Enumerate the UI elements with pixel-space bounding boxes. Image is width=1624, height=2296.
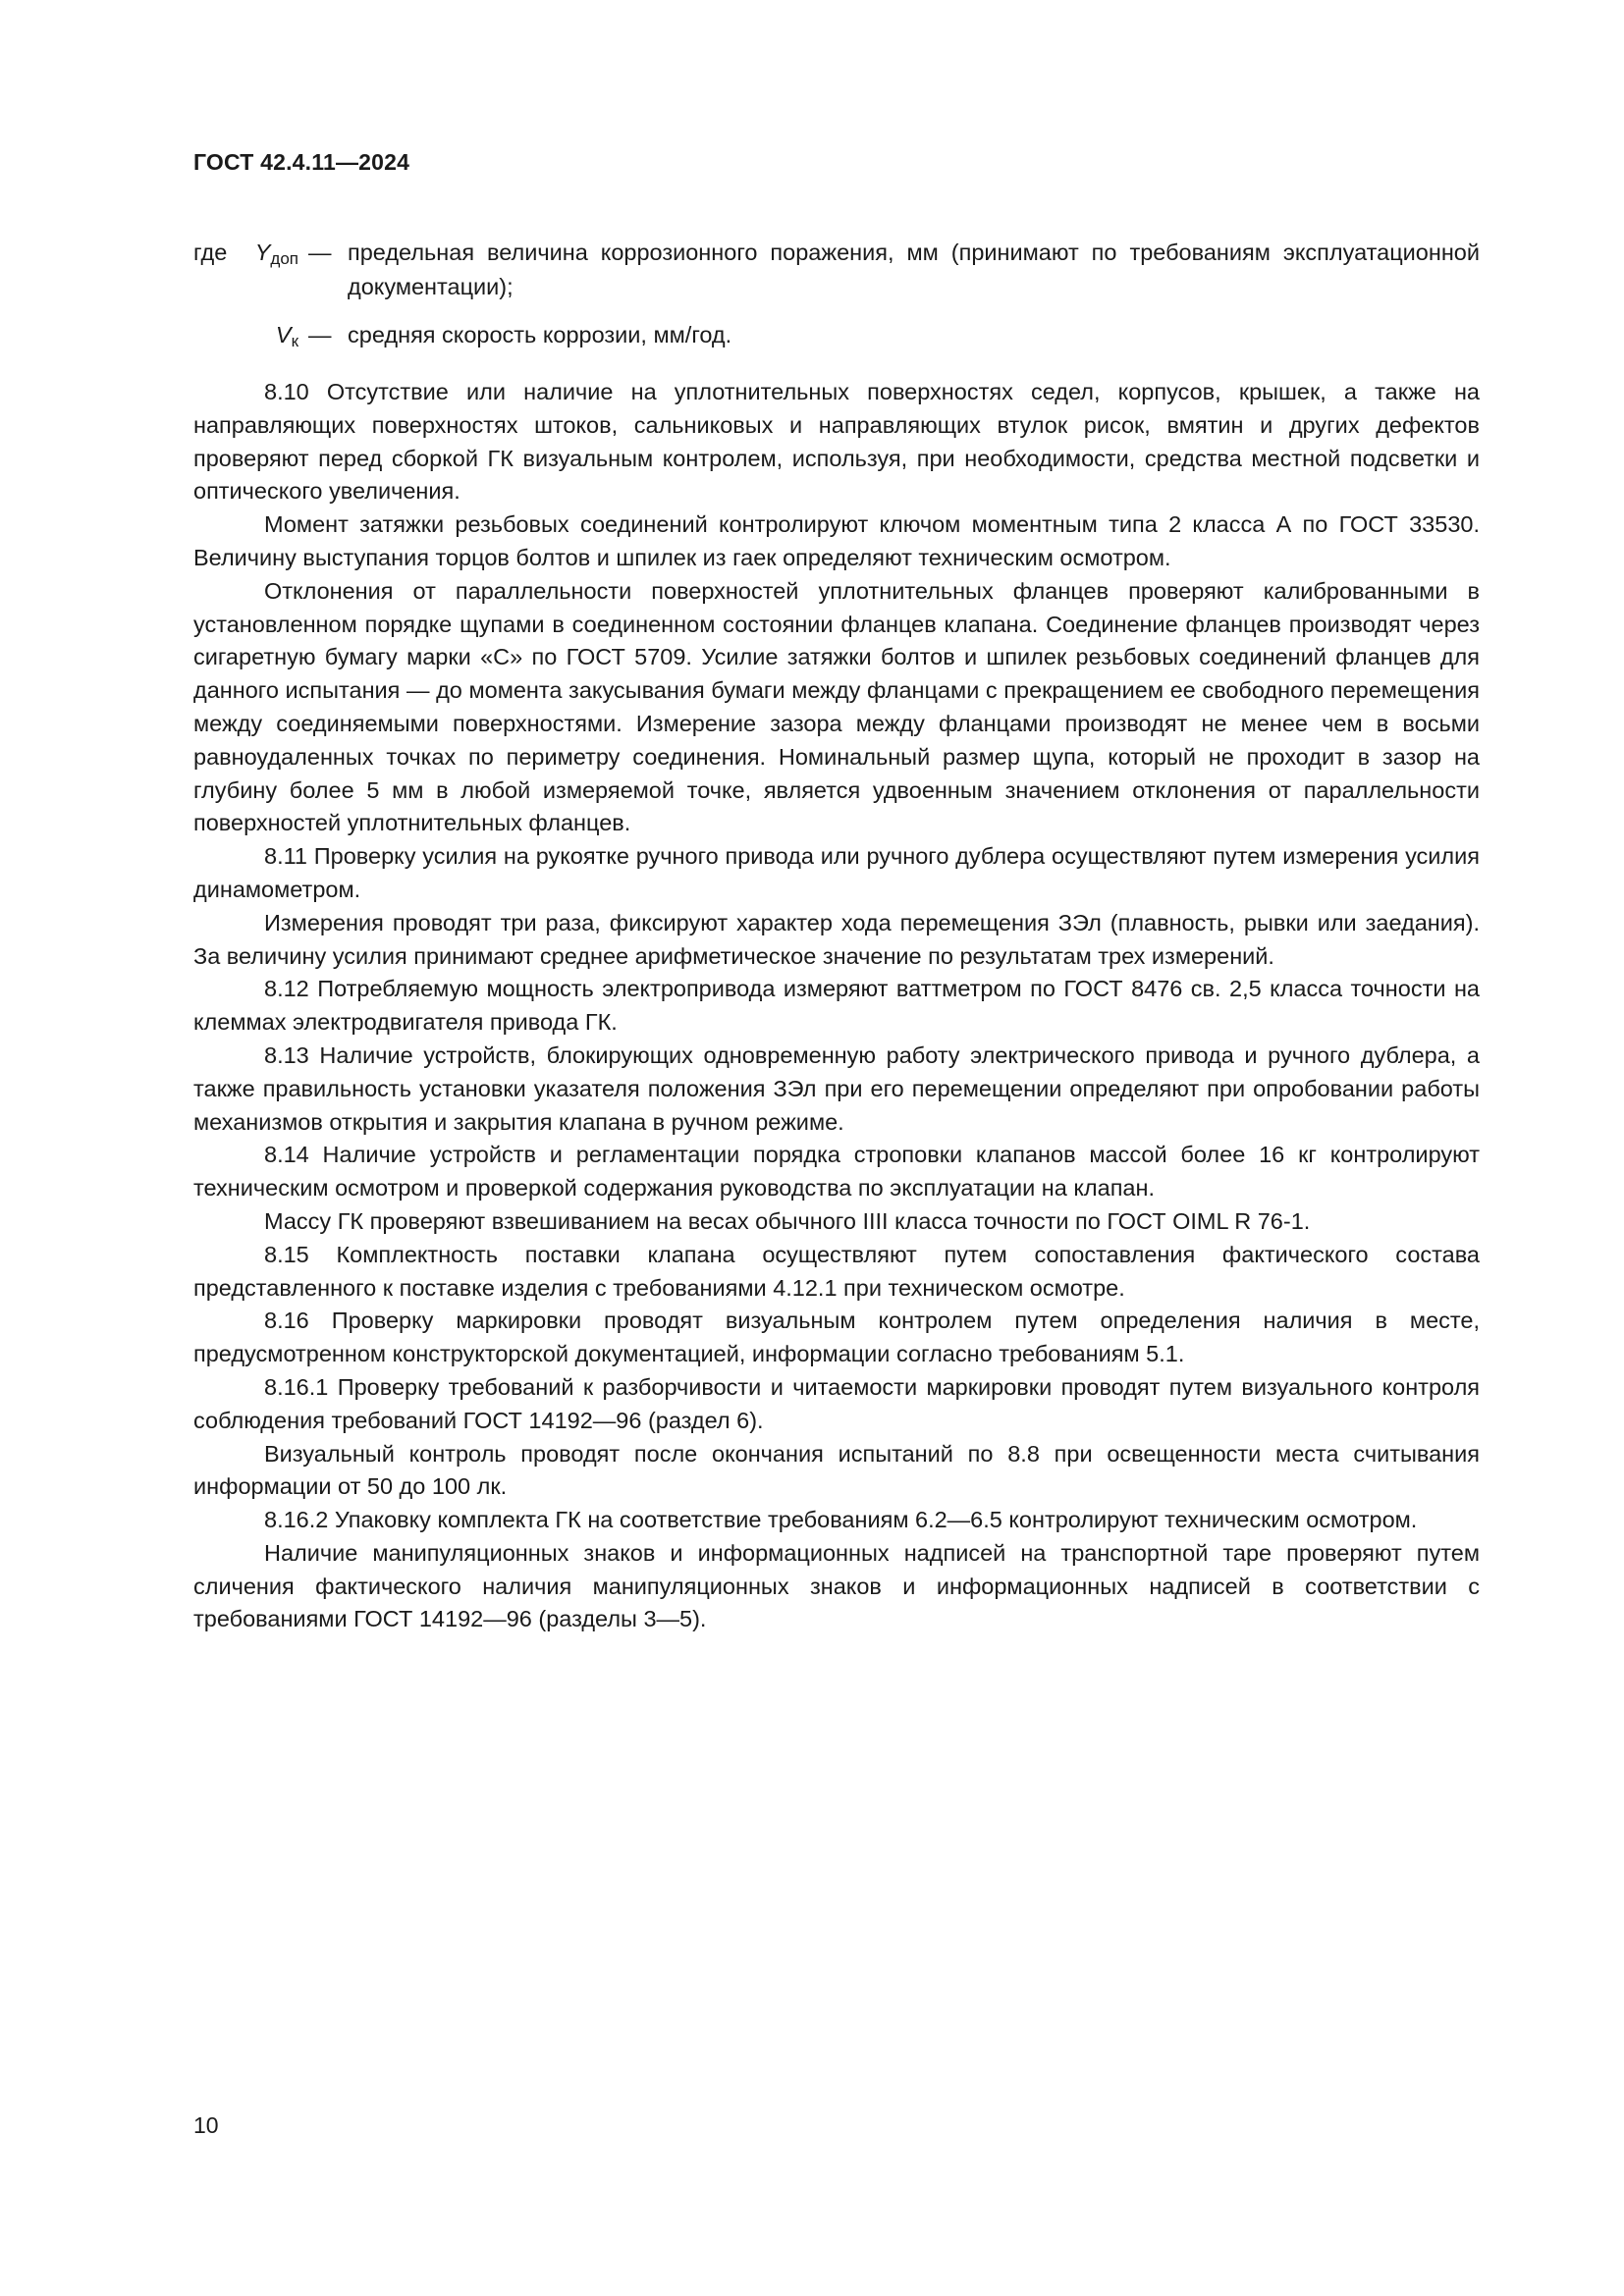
paragraph: 8.16 Проверку маркировки проводят визуальным контролем путем определения наличия в месте, предусмотренном конструкторской документацией, информации согласно требованиям 5.1.	[193, 1308, 1480, 1367]
definition-row	[193, 318, 1480, 352]
definition-subscript: к	[291, 332, 298, 350]
paragraph: 8.16.2 Упаковку комплекта ГК на соответствие требованиям 6.2—6.5 контролируют техническим осмотром.	[264, 1507, 1418, 1533]
paragraph: 8.16.1 Проверку требований к разборчивости и читаемости маркировки проводят путем визуального контроля соблюдения требований ГОСТ 14192—96 (раздел 6).	[193, 1373, 1480, 1433]
definition-row	[193, 236, 1480, 304]
paragraph: 8.10 Отсутствие или наличие на уплотнительных поверхностях седел, корпусов, крышек, а также на направляющих поверхностях штоков, сальниковых и направляющих втулок рисок, вмятин и других дефектов проверяют перед сборкой ГК визуальным контролем, используя, при необходимости, средства местной подсветки и оптического увеличения.	[193, 379, 1480, 505]
definition-symbol: $V_к$	[275, 322, 298, 350]
body-text	[193, 376, 1480, 1636]
paragraph: Массу ГК проверяют взвешиванием на весах обычного IIII класса точности по ГОСТ OIML R 76-1.	[264, 1207, 1311, 1234]
paragraph: Отклонения от параллельности поверхностей уплотнительных фланцев проверяют калиброванными в установленном порядке щупами в соединенном состоянии фланцев клапана. Соединение фланцев производят через сигаретную бумагу марки «С» по ГОСТ 5709. Усилие затяжки болтов и шпилек резьбовых соединений фланцев для данного испытания — до момента закусывания бумаги между фланцами с прекращением ее свободного перемещения между соединяемыми поверхностями. Измерение зазора между фланцами производят не менее чем в восьми равноудаленных точках по периметру соединения. Номинальный размер щупа, который не проходит в зазор на глубину более 5 мм в любой измеряемой точке, является удвоенным значением отклонения от параллельности поверхностей уплотнительных фланцев.	[193, 577, 1480, 836]
standard-header: ГОСТ 42.4.11—2024	[193, 149, 410, 175]
paragraph: Момент затяжки резьбовых соединений контролируют ключом моментным типа 2 класса А по ГОСТ 33530. Величину выступания торцов болтов и шпилек из гаек определяют техническим осмотром.	[193, 511, 1480, 570]
paragraph: 8.13 Наличие устройств, блокирующих одновременную работу электрического привода и ручного дублера, а также правильность установки указателя положения ЗЭл при его перемещении определяют при опробовании работы механизмов открытия и закрытия клапана в ручном режиме.	[193, 1041, 1480, 1135]
definition-subscript: доп	[270, 249, 298, 268]
definition-symbol: $Y_{доп}$	[254, 240, 298, 268]
page-number: 10	[193, 2112, 219, 2138]
definition-dash: —	[308, 322, 332, 347]
paragraph: Наличие манипуляционных знаков и информационных надписей на транспортной таре проверяют путем сличения фактического наличия манипуляционных знаков и информационных надписей в соответствии с требованиями ГОСТ 14192—96 (разделы 3—5).	[193, 1539, 1480, 1632]
paragraph: Измерения проводят три раза, фиксируют характер хода перемещения ЗЭл (плавность, рывки или заедания). За величину усилия принимают среднее арифметическое значение по результатам трех измерений.	[193, 909, 1480, 969]
definition-text: предельная величина коррозионного поражения, мм (принимают по требованиям эксплуатационной документации);	[348, 240, 1480, 299]
paragraph: Визуальный контроль проводят после окончания испытаний по 8.8 при освещенности места считывания информации от 50 до 100 лк.	[193, 1440, 1480, 1500]
paragraph: 8.15 Комплектность поставки клапана осуществляют путем сопоставления фактического состава представленного к поставке изделия с требованиями 4.12.1 при техническом осмотре.	[193, 1241, 1480, 1301]
where-word: где	[193, 240, 228, 265]
paragraph: 8.12 Потребляемую мощность электропривода измеряют ваттметром по ГОСТ 8476 св. 2,5 класса точности на клеммах электродвигателя привода ГК.	[193, 976, 1480, 1036]
definition-dash: —	[308, 240, 332, 265]
paragraph: 8.11 Проверку усилия на рукоятке ручного привода или ручного дублера осуществляют путем измерения усилия динамометром.	[193, 843, 1480, 902]
definition-text: средняя скорость коррозии, мм/год.	[348, 322, 732, 347]
symbol-definitions	[193, 236, 1480, 366]
paragraph: 8.14 Наличие устройств и регламентации порядка строповки клапанов массой более 16 кг контролируют техническим осмотром и проверкой содержания руководства по эксплуатации на клапан.	[193, 1142, 1480, 1201]
